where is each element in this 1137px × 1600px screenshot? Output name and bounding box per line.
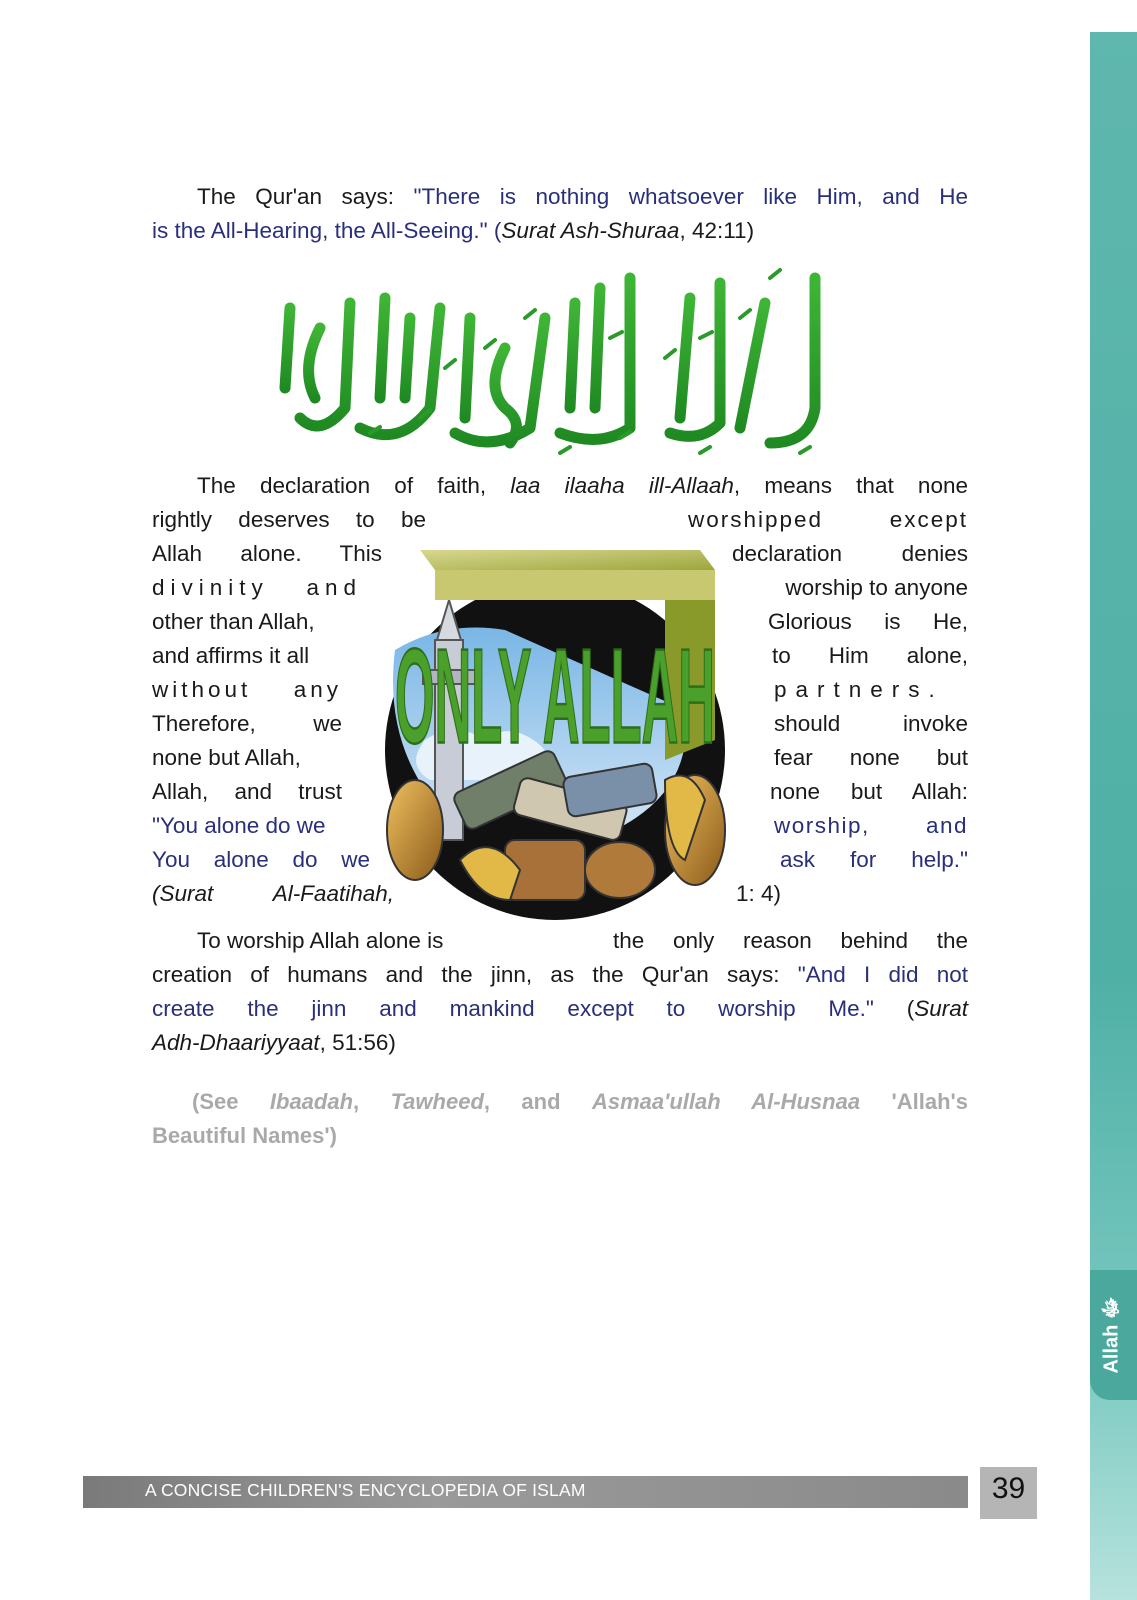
text-line: none but Allah: (770, 779, 968, 804)
text: (See (192, 1089, 270, 1114)
text: 'Allah's (860, 1089, 968, 1114)
verse-ref: , 42:11) (679, 218, 755, 243)
quote-line: worship, and (774, 813, 968, 838)
surah-name: Surat (914, 996, 968, 1021)
text-line: Glorious is He, (768, 609, 968, 634)
text: , (353, 1089, 391, 1114)
text-line: Allah alone. This (152, 541, 382, 566)
text-line (152, 962, 968, 988)
text-line (152, 1030, 396, 1056)
text-line: divinity and (152, 575, 362, 600)
surah-name: Al-Faatihah, (272, 881, 394, 906)
cross-ref: Asmaa'ullah Al-Husnaa (591, 1089, 861, 1114)
text-line: none but Allah, (152, 745, 301, 770)
text: ( (873, 996, 915, 1021)
paragraph-quran-quote (152, 180, 968, 248)
page-number: 39 (991, 1472, 1026, 1505)
text-line (152, 881, 394, 907)
text: , and (483, 1089, 592, 1114)
text-line: without any (152, 677, 342, 702)
shahada-calligraphy (270, 258, 850, 468)
text-line: other than Allah, (152, 609, 315, 634)
text-line (152, 996, 968, 1022)
cross-ref: Tawheed (390, 1089, 484, 1114)
quote-text: "And I did not (797, 962, 968, 987)
only-allah-title: ONLY ALLAH (395, 619, 715, 772)
quote-line: ask for help." (780, 847, 968, 872)
quote-line: You alone do we (152, 847, 370, 872)
only-allah-illustration (365, 530, 735, 920)
text-line: to Him alone, (772, 643, 968, 668)
text-line: should invoke (774, 711, 968, 736)
text: creation of humans and the jinn, as the Qur'an says: (152, 962, 798, 987)
quote-text: "There is nothing whatsoever like Him, and He (413, 184, 969, 209)
text-line: worshipped except (688, 507, 968, 532)
footer-title: A CONCISE CHILDREN'S ENCYCLOPEDIA OF ISLAM (145, 1480, 586, 1500)
text: Beautiful Names') (152, 1123, 337, 1148)
text-line: To worship Allah alone is (197, 928, 444, 953)
text: The declaration of faith, (197, 473, 511, 498)
see-also-note (152, 1085, 968, 1153)
surah-name: (Surat (152, 881, 214, 906)
side-tab-label: Allah ﷻ (1100, 1296, 1123, 1374)
paragraph-declaration-line (152, 473, 968, 499)
text-line: the only reason behind the (613, 928, 968, 953)
surah-name: Adh-Dhaariyyaat (152, 1030, 320, 1055)
text-line: fear none but (774, 745, 968, 770)
text: The Qur'an says: (197, 184, 414, 209)
quote-text: is the All-Hearing, the All-Seeing." ( (152, 218, 502, 243)
text: , means that none (733, 473, 968, 498)
text-line: declaration denies (732, 541, 968, 566)
verse-ref: , 51:56) (319, 1030, 396, 1055)
quote-text: create the jinn and mankind except to worship Me." (152, 996, 874, 1021)
text-line: Therefore, we (152, 711, 342, 736)
transliteration: laa ilaaha ill-Allaah (510, 473, 734, 498)
text-line: partners. (774, 677, 944, 702)
text-line: and affirms it all (152, 643, 310, 668)
text-line: worship to anyone (785, 575, 968, 600)
verse-ref: 1: 4) (736, 881, 782, 906)
text-line: Allah, and trust (152, 779, 342, 804)
cross-ref: Ibaadah (269, 1089, 354, 1114)
text-line: rightly deserves to be (152, 507, 426, 532)
quote-line: "You alone do we (152, 813, 326, 838)
surah-name: Surat Ash-Shuraa (501, 218, 680, 243)
